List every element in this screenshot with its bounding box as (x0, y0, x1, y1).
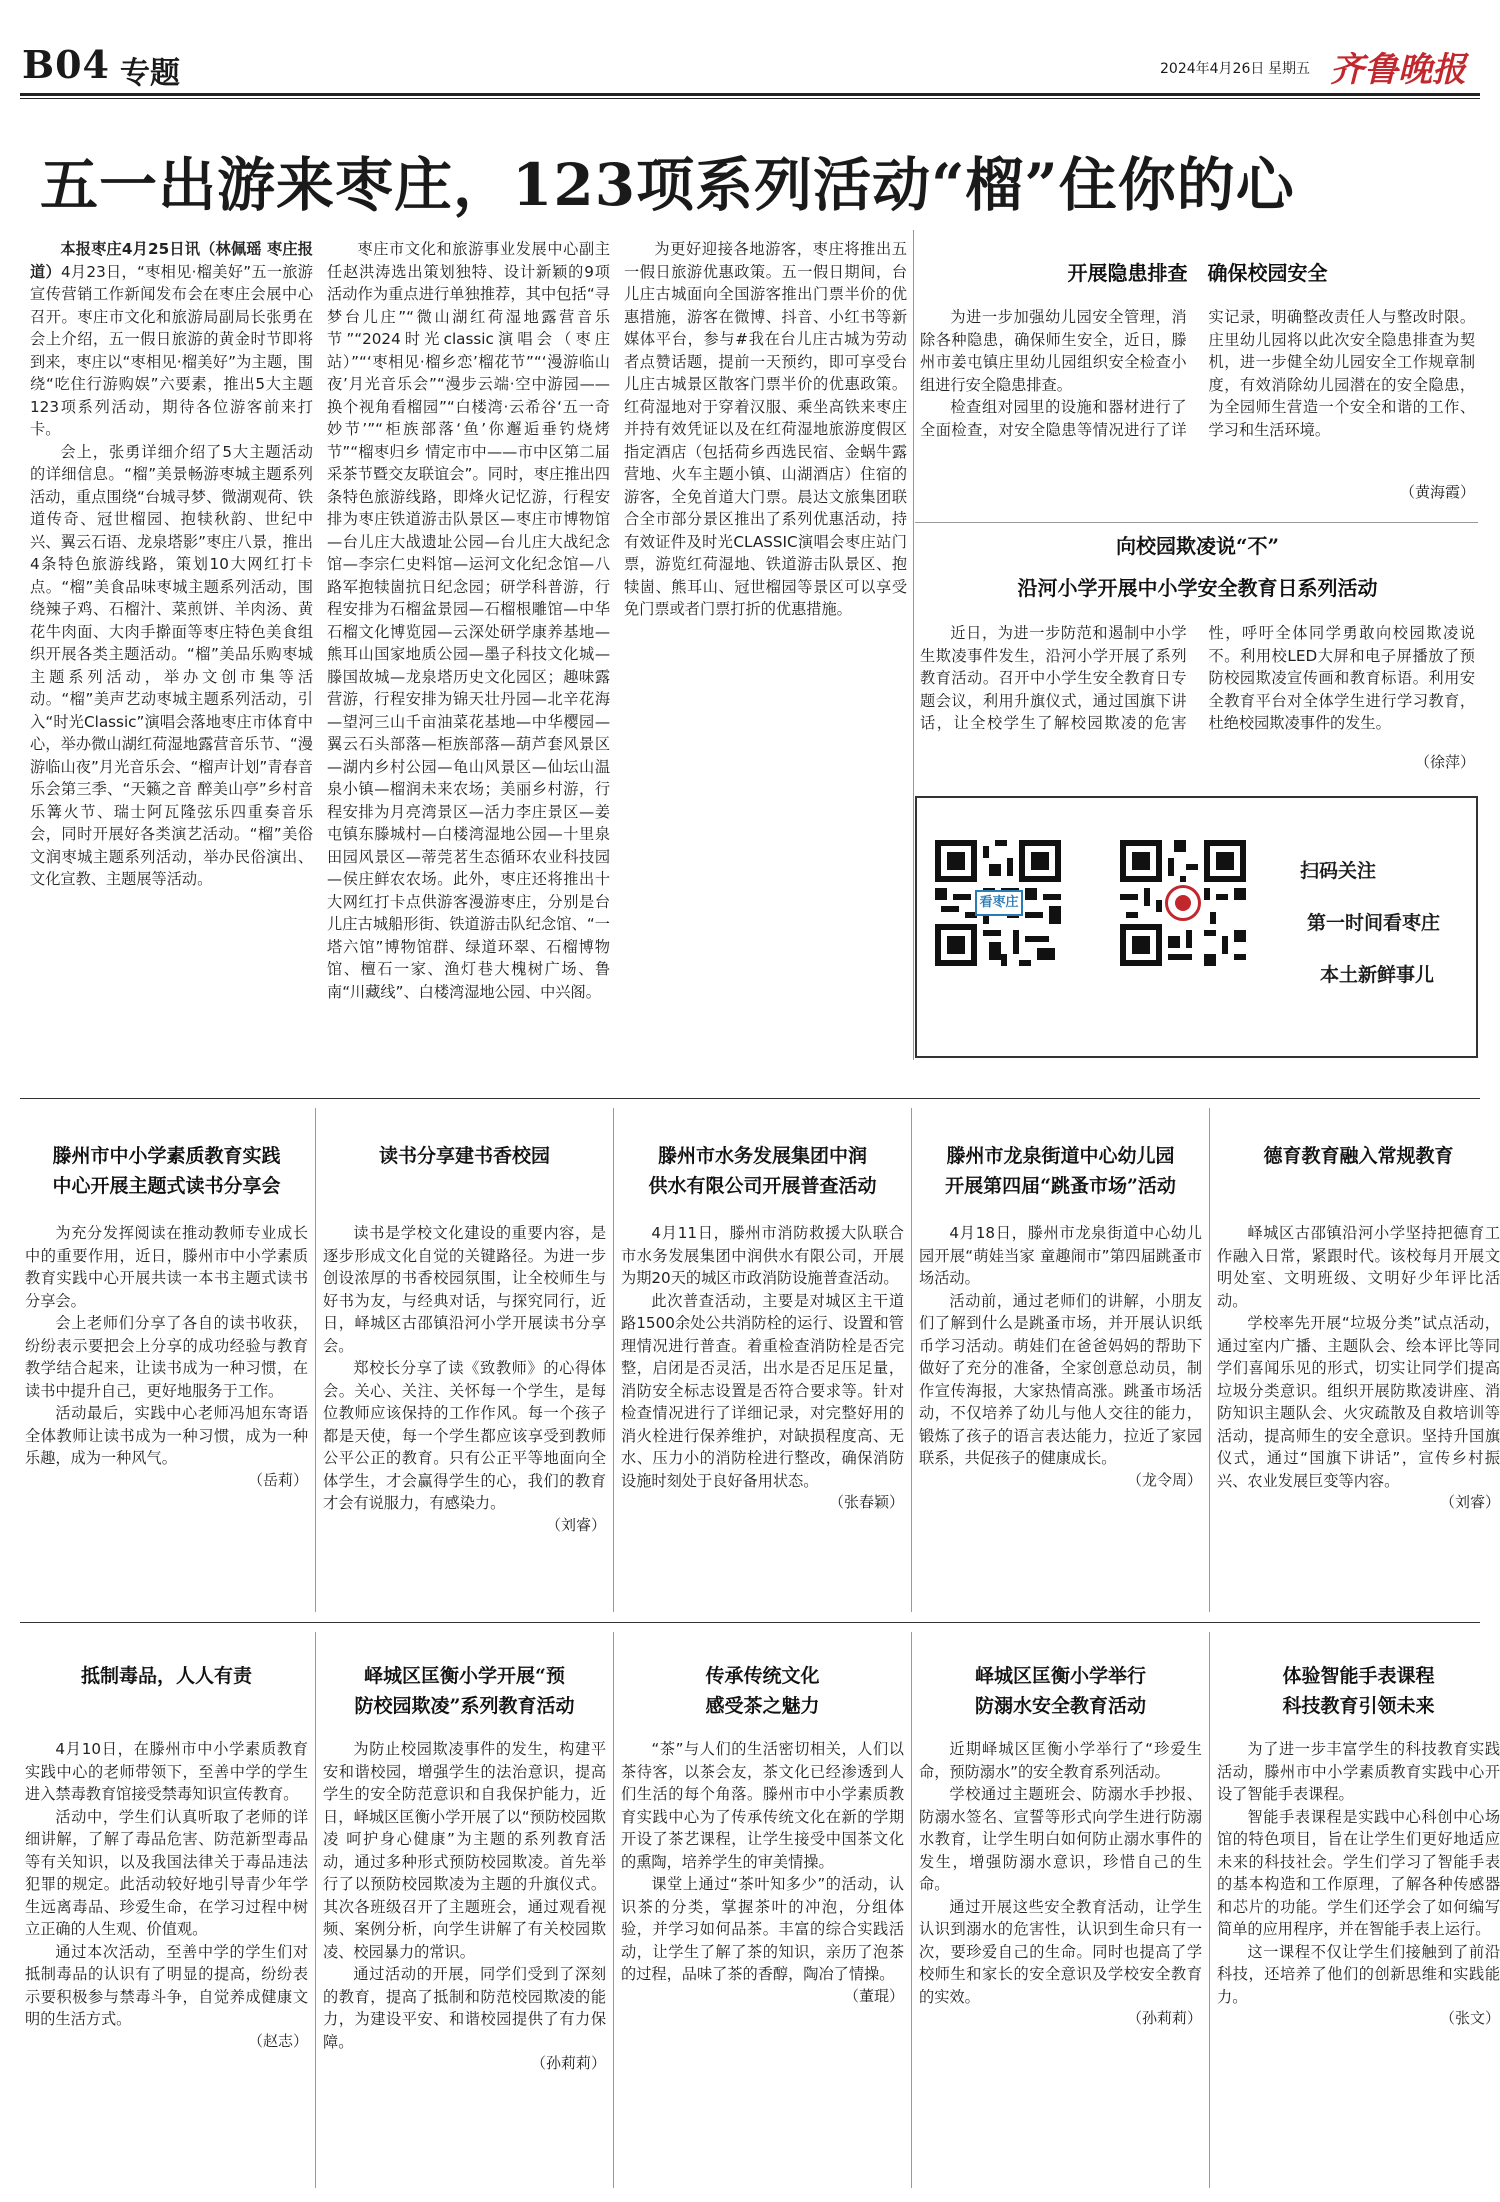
article-body (25, 1222, 308, 1602)
article-paragraph: 4月11日，滕州市消防救援大队联合市水务发展集团中润供水有限公司，开展为期20天的城区市政消防设施普查活动。 (621, 1224, 904, 1287)
article-paragraph: 活动中，学生们认真听取了老师的详细讲解，了解了毒品危害、防范新型毒品等有关知识，以及我国法律关于毒品违法犯罪的规定。此活动较好地引导青少年学生远离毒品、珍爱生命，在学习过程中树立正确的人生观、价值观。 (25, 1807, 308, 1938)
article-lead: 本报枣庄4月25日讯（林佩瑶 枣庄报道） (30, 240, 313, 281)
article-title: 峄城区匡衡小学举行 (974, 1665, 1146, 1687)
article-paragraph: 4月18日，滕州市龙泉街道中心幼儿园开展“萌娃当家 童趣闹市”第四届跳蚤市场活动。 (919, 1224, 1202, 1287)
article-title: 传承传统文化 (705, 1665, 820, 1687)
byline: （孙莉莉） (1126, 2009, 1202, 2027)
article-paragraph: 通过本次活动，至善中学的学生们对抵制毒品的认识有了明显的提高，纷纷表示要积极参与禁毒斗争，自觉养成健康文明的生活方式。 (25, 1942, 308, 2028)
article-title: 德育教育融入常规教育 (1263, 1145, 1454, 1167)
row-divider (20, 1098, 1480, 1099)
safety-article-title (920, 258, 1475, 288)
article-subtitle: 防溺水安全教育活动 (974, 1695, 1146, 1717)
article-body (1217, 1222, 1500, 1602)
main-article-col1 (30, 238, 313, 1068)
article-paragraph: 峄城区古邵镇沿河小学坚持把德育工作融入日常，紧跟时代。该校每月开展文明处室、文明班级、文明好少年评比活动。 (1217, 1224, 1500, 1310)
column-divider (1209, 1108, 1210, 1612)
column-divider (315, 1108, 316, 1612)
bully-article-subtitle: 沿河小学开展中小学安全教育日系列活动 (1017, 576, 1378, 600)
safety-title-part1: 开展隐患排查 (1067, 261, 1188, 285)
article-body (621, 1738, 904, 2178)
article-paragraph: 智能手表课程是实践中心科创中心场馆的特色项目，旨在让学生们更好地适应未来的科技社会。学生们学习了智能手表的基本构造和工作原理，了解各种传感器和芯片的功能。学生们还学会了如何编写简单的应用程序，并在智能手表上运行。 (1217, 1807, 1500, 1938)
byline: （黄海霞） (1399, 483, 1475, 501)
article-paragraph: 活动前，通过老师们的讲解，小朋友们了解到什么是跳蚤市场，并开展认识纸币学习活动。萌娃们在爸爸妈妈的帮助下做好了充分的准备，全家创意总动员，制作宣传海报，大家热情高涨。跳蚤市场活动，不仅培养了幼儿与他人交往的能力，锻炼了孩子的语言表达能力，拉近了家园联系，共促孩子的健康成长。 (919, 1291, 1202, 1467)
article-paragraph: 学校率先开展“垃圾分类”试点活动，通过室内广播、主题队会、绘本评比等同学们喜闻乐见的形式，切实让同学们提高垃圾分类意识。组织开展防欺凌讲座、消防知识主题队会、火灾疏散及自救培训等活动，提高师生的安全意识。坚持升国旗仪式，通过“国旗下讲话”，宣传乡村振兴、农业发展巨变等内容。 (1217, 1314, 1500, 1490)
page-code: B04 (22, 42, 110, 87)
byline: （龙令周） (1126, 1470, 1202, 1489)
issue-date: 2024年4月26日 (1160, 61, 1265, 77)
row-divider (20, 1622, 1480, 1623)
bully-article-body (920, 622, 1475, 770)
main-article-col2 (327, 238, 610, 1068)
qr-caption-line2: 第一时间看枣庄 (1307, 912, 1441, 934)
article-paragraph: 为进一步加强幼儿园安全管理，消除各种隐患，确保师生安全，近日，滕州市姜屯镇庄里幼儿园组织安全检查小组进行安全隐患排查。 (920, 308, 1187, 394)
masthead-logo: 齐鲁晚报 (1330, 50, 1466, 90)
article-paragraph: 为防止校园欺凌事件的发生，构建平安和谐校园，增强学生的法治意识，提高学生的安全防范意识和自我保护能力，近日，峄城区匡衡小学开展了以“预防校园欺凌 呵护身心健康”为主题的系列教育活动，通过多种形式预防校园欺凌。首先举行了以预防校园欺凌为主题的升旗仪式。其次各班级召开了主题班会，通过观看视频、案例分析，向学生讲解了有关校园欺凌、校园暴力的常识。 (323, 1740, 606, 1961)
article-paragraph: 为了进一步丰富学生的科技教育实践活动，滕州市中小学素质教育实践中心开设了智能手表课程。 (1217, 1740, 1500, 1803)
article-paragraph: 会上，张勇详细介绍了5大主题活动的详细信息。“榴”美景畅游枣城主题系列活动，重点围绕“台城寻梦、微湖观荷、铁道传奇、冠世榴园、抱犊秋韵、世纪中兴、翼云石语、龙泉塔影”枣庄八景，推出4条特色旅游线路，策划10大网红打卡点。“榴”美食品味枣城主题系列活动，围绕辣子鸡、石榴汁、菜煎饼、羊肉汤、黄花牛肉面、大肉手擀面等枣庄特色美食组织开展各类主题活动。“榴”美品乐购枣城主题系列活动，举办文创市集等活动。“榴”美声艺动枣城主题系列活动，引入“时光Classic”演唱会落地枣庄市体育中心，举办微山湖红荷湿地露营音乐节、“漫游临山夜”月光音乐会、“榴声计划”青春音乐会第三季、“天籁之音 醉美山亭”乡村音乐篝火节、瑞士阿瓦隆弦乐四重奏音乐会，同时开展好各类演艺活动。“榴”美俗文润枣城主题系列活动，举办民俗演出、文化宣教、主题展等活动。 (30, 442, 313, 888)
byline: （张文） (1439, 2009, 1500, 2027)
article-title: 读书分享建书香校园 (378, 1145, 550, 1167)
article-body (323, 1738, 606, 2178)
article-body (919, 1738, 1202, 2178)
article-paragraph: 课堂上通过“茶叶知多少”的活动，认识茶的分类，掌握茶叶的冲泡，分组体验，并学习如何品茶。丰富的综合实践活动，让学生了解了茶的知识，亲历了泡茶的过程，品味了茶的香醇，陶冶了情操。 (621, 1875, 904, 1983)
article-paragraph: 为充分发挥阅读在推动教师专业成长中的重要作用，近日，滕州市中小学素质教育实践中心开展共读一本书主题式读书分享会。 (25, 1224, 308, 1310)
article-title: 抵制毒品，人人有责 (80, 1665, 252, 1687)
qr-badge: 看枣庄 (975, 890, 1023, 916)
article-title: 滕州市中小学素质教育实践 (52, 1145, 281, 1167)
article-paragraph: 枣庄市文化和旅游事业发展中心副主任赵洪涛选出策划独特、设计新颖的9项活动作为重点进行单独推荐，其中包括“寻梦台儿庄”“微山湖红荷湿地露营音乐节”“2024时光classic演唱会（枣庄站）”“‘枣相见·榴乡恋’榴花节”“‘漫游临山夜’月光音乐会”“漫步云端·空中游园——换个视角看榴园”“白楼湾·云希谷‘五一奇妙节’”“柜族部落‘鱼’你邂逅垂钓烧烤节”“榴枣归乡 情定市中——市中区第二届采茶节暨交友联谊会”。同时，枣庄推出四条特色旅游线路，即烽火记忆游，行程安排为枣庄铁道游击队景区—枣庄市博物馆—台儿庄大战遗址公园—台儿庄大战纪念馆—李宗仁史料馆—运河文化纪念馆—八路军抱犊崮抗日纪念园；研学科普游，行程安排为石榴盆景园—石榴根雕馆—中华石榴文化博览园—云深处研学康养基地—熊耳山国家地质公园—墨子科技文化城—滕国故城—龙泉塔历史文化园区；趣味露营游，行程安排为锦天壮丹园—北辛花海—望河三山千亩油菜花基地—中华樱园—翼云石头部落—柜族部落—葫芦套风景区—湖内乡村公园—龟山风景区—仙坛山温泉小镇—榴润未来农场；美丽乡村游，行程安排为月亮湾景区—活力李庄景区—姜屯镇东滕城村—白楼湾湿地公园—十里泉田园风景区—蒂莞茗生态循环农业科技园—侯庄鲜农农场。此外，枣庄还将推出十大网红打卡点供游客漫游枣庄，分别是台儿庄古城船形街、铁道游击队纪念馆、“一塔六馆”博物馆群、绿道环翠、石榴博物馆、檀石一家、渔灯巷大槐树广场、鲁南“川藏线”、白楼湾湿地公园、中兴阁。 (327, 240, 610, 1001)
byline: （赵志） (247, 2031, 308, 2050)
article-title: 体验智能手表课程 (1282, 1665, 1435, 1687)
article-body (25, 1738, 308, 2178)
byline: （孙莉莉） (530, 2054, 606, 2072)
byline: （张春颖） (828, 1493, 904, 1511)
article-paragraph: 郑校长分享了读《致教师》的心得体会。关心、关注、关怀每一个学生，是每位教师应该保持的工作作风。每一个孩子都是天使，每一个学生都应该享受到教师公平公正的教育。只有公正平等地面向全体学生，才会赢得学生的心，我们的教育才会有说服力，有感染力。 (323, 1359, 606, 1512)
divider (915, 522, 1478, 523)
article-title: 滕州市水务发展集团中润 (657, 1145, 867, 1167)
article-paragraph: 近日，为进一步防范和遏制中小学生欺凌事件发生，沿河小学开展了系列教育活动。召开中小学生安全教育日专题会议，利用升旗仪式，通过国旗下讲话，让全校学生了解校园欺凌的危害性，呼吁全体同学勇敢向校园欺凌说不。利用校LED大屏和电子屏播放了预防校园欺凌宣传画和教育标语。利用安全教育平台对全体学生进行学习教育，杜绝校园欺凌事件的发生。 (920, 624, 1475, 732)
column-divider (613, 1108, 614, 1612)
column-divider (315, 1632, 316, 2188)
article-paragraph: 通过开展这些安全教育活动，让学生认识到溺水的危害性，认识到生命只有一次，要珍爱自己的生命。同时也提高了学校师生和家长的安全意识及学校安全教育的实效。 (919, 1897, 1202, 2006)
column-divider (911, 1632, 912, 2188)
section-name: 专题 (120, 56, 180, 91)
article-paragraph: “茶”与人们的生活密切相关，人们以茶待客，以茶会友，茶文化已经渗透到人们生活的每个角落。滕州市中小学素质教育实践中心为了传承传统文化在新的学期开设了茶艺课程，让学生接受中国茶文化的熏陶，培养学生的审美情操。 (621, 1740, 904, 1871)
qr-logo-icon (1165, 885, 1201, 921)
article-paragraph: 会上老师们分享了各自的读书收获，纷纷表示要把会上分享的成功经验与教育教学结合起来，让读书成为一种习惯，在读书中提升自己，更好地服务于工作。 (25, 1314, 308, 1400)
article-body (1217, 1738, 1500, 2178)
qr-caption-line1: 扫码关注 (1300, 860, 1377, 882)
header-rule (20, 93, 1480, 96)
article-paragraph: 此次普查活动，主要是对城区主干道路1500余处公共消防栓的运行、设置和管理情况进行普查。着重检查消防栓是否完整，启闭是否灵活，出水是否足压足量，消防安全标志设置是否符合要求等。针对检查情况进行了详细记录，对完整好用的消火栓进行保养维护，对缺损程度高、无水、压力小的消防栓进行整改，确保消防设施时刻处于良好备用状态。 (621, 1291, 904, 1490)
issue-weekday: 星期五 (1268, 61, 1310, 77)
byline: （刘睿） (545, 1515, 606, 1534)
article-title: 滕州市龙泉街道中心幼儿园 (946, 1145, 1175, 1167)
byline: （董琨） (843, 1986, 904, 2005)
column-divider (911, 1108, 912, 1612)
article-body (323, 1222, 606, 1602)
column-divider (913, 230, 914, 1060)
bully-article-title: 向校园欺凌说“不” (1115, 534, 1279, 558)
article-subtitle: 中心开展主题式读书分享会 (52, 1175, 281, 1197)
article-body (621, 1222, 904, 1602)
article-subtitle: 科技教育引领未来 (1282, 1695, 1435, 1717)
main-article-col3 (624, 238, 907, 1068)
article-subtitle: 供水有限公司开展普查活动 (648, 1175, 877, 1197)
article-title: 峄城区匡衡小学开展“预 (364, 1665, 565, 1687)
article-paragraph: 活动最后，实践中心老师冯旭东寄语全体教师让读书成为一种习惯，成为一种乐趣，成为一种风气。 (25, 1404, 308, 1467)
article-paragraph: 4月10日，在滕州市中小学素质教育实践中心的老师带领下，至善中学的学生进入禁毒教育馆接受禁毒知识宣传教育。 (25, 1740, 308, 1803)
article-paragraph: 为更好迎接各地游客，枣庄将推出五一假日旅游优惠政策。五一假日期间，台儿庄古城面向全国游客推出门票半价的优惠措施，游客在微博、抖音、小红书等新媒体平台，参与#我在台儿庄古城为劳动者点赞话题，提前一天预约，即可享受台儿庄古城景区散客门票半价的优惠政策。红荷湿地对于穿着汉服、乘坐高铁来枣庄并持有效凭证以及在红荷湿地旅游度假区指定酒店（包括荷乡西选民宿、金蜗牛露营地、火车主题小镇、山湖酒店）住宿的游客，全免首道大门票。晨达文旅集团联合全市部分景区推出了系列优惠活动，持有效证件及时光CLASSIC演唱会枣庄站门票，游览红荷湿地、铁道游击队景区、抱犊崮、熊耳山、冠世榴园等景区可以享受免门票或者门票打折的优惠措施。 (624, 240, 907, 618)
byline: （刘睿） (1439, 1493, 1500, 1511)
article-subtitle: 感受茶之魅力 (705, 1695, 820, 1717)
qr-caption-line3: 本土新鲜事儿 (1320, 964, 1435, 986)
article-paragraph: 通过活动的开展，同学们受到了深刻的教育，提高了抵制和防范校园欺凌的能力，为建设平安、和谐校园提供了有力保障。 (323, 1965, 606, 2051)
article-paragraph: 4月23日，“枣相见·榴美好”五一旅游宣传营销工作新闻发布会在枣庄会展中心召开。枣庄市文化和旅游局副局长张勇在会上介绍，五一假日旅游的黄金时节即将到来，枣庄以“枣相见·榴美好”为主题，围绕“吃住行游购娱”六要素，推出5大主题123项系列活动，期待各位游客前来打卡。 (30, 262, 313, 438)
byline: （岳莉） (247, 1470, 308, 1489)
safety-title-part2: 确保校园安全 (1207, 261, 1328, 285)
column-divider (613, 1632, 614, 2188)
article-body (919, 1222, 1202, 1602)
byline: （徐萍） (1414, 753, 1475, 771)
article-paragraph: 读书是学校文化建设的重要内容，是逐步形成文化自觉的关键路径。为进一步创设浓厚的书香校园氛围，让全校师生与好书为友，与经典对话，与探究同行，近日，峄城区古邵镇沿河小学开展读书分享会。 (323, 1224, 606, 1355)
article-paragraph: 这一课程不仅让学生们接触到了前沿科技，还培养了他们的创新思维和实践能力。 (1217, 1942, 1500, 2006)
article-subtitle: 防校园欺凌”系列教育活动 (354, 1695, 575, 1717)
header-rule-thin (20, 98, 1480, 99)
article-subtitle: 开展第四届“跳蚤市场”活动 (945, 1175, 1176, 1197)
article-paragraph: 学校通过主题班会、防溺水手抄报、防溺水签名、宣誓等形式向学生进行防溺水教育，让学生明白如何防止溺水事件的发生，增强防溺水意识，珍惜自己的生命。 (919, 1785, 1202, 1893)
article-paragraph: 近期峄城区匡衡小学举行了“珍爱生命，预防溺水”的安全教育系列活动。 (919, 1740, 1202, 1781)
article-paragraph: 检查组对园里的设施和器材进行了全面检查，对安全隐患等情况进行了详实记录，明确整改责任人与整改时限。庄里幼儿园将以此次安全隐患排查为契机，进一步健全幼儿园安全工作规章制度，有效消除幼儿园潜在的安全隐患，为全园师生营造一个安全和谐的工作、学习和生活环境。 (920, 308, 1475, 439)
main-headline: 五一出游来枣庄，123项系列活动“榴”住你的心 (40, 151, 1295, 219)
column-divider (1209, 1632, 1210, 2188)
